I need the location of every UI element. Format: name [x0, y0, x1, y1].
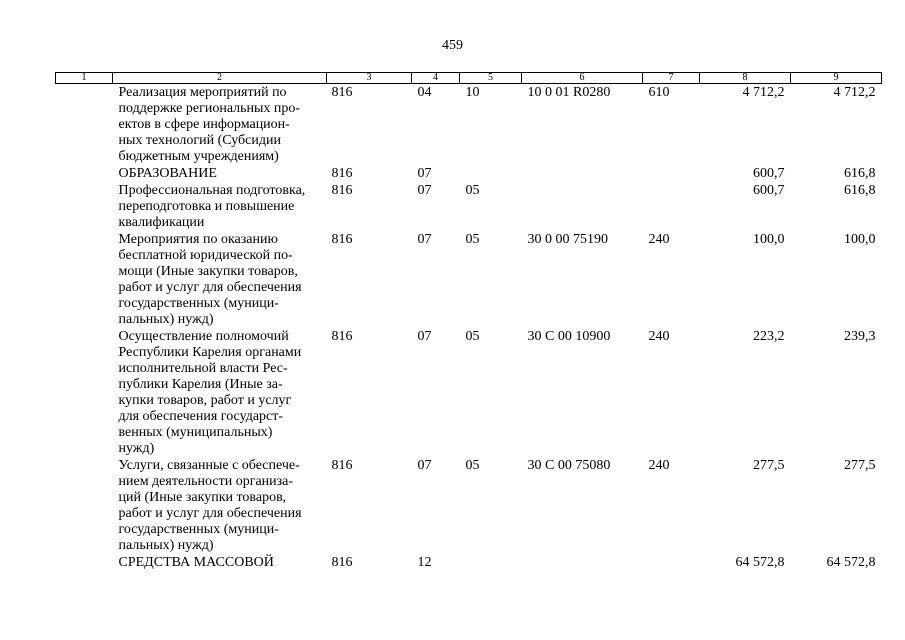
table-row: [56, 231, 882, 328]
cell-target-item: [522, 554, 643, 571]
cell-subsection-code: 10: [465, 85, 480, 100]
cell-target-item: [522, 182, 643, 231]
cell-section-code: 04: [417, 85, 432, 100]
cell-amount-year1: 100,0: [753, 232, 785, 247]
cell-amount-year1: 600,7: [753, 183, 785, 198]
table-row: [56, 165, 882, 182]
description-line: работ и услуг для обеспечения: [118, 506, 302, 521]
description-line: государственных (муници-: [118, 522, 279, 537]
description-line: Услуги, связанные с обеспече-: [118, 458, 300, 473]
cell-amount-year2: 64 572,8: [826, 555, 876, 570]
cell-description: [113, 457, 327, 554]
cell-section-code: 12: [417, 555, 432, 570]
cell-target-item: 30 С 00 10900: [527, 329, 611, 344]
cell-subsection-code: [460, 554, 522, 571]
cell-amount-year2: 616,8: [844, 166, 876, 181]
cell-col1: [56, 328, 113, 457]
cell-expense-type: [643, 182, 700, 231]
cell-section-code: 07: [417, 183, 432, 198]
description-line: Реализация мероприятий по: [118, 85, 287, 100]
description-line: СРЕДСТВА МАССОВОЙ: [118, 555, 274, 570]
cell-target-item: 30 С 00 75080: [527, 458, 611, 473]
cell-amount-year2: 239,3: [844, 329, 876, 344]
cell-subsection-code: 05: [465, 329, 480, 344]
cell-amount-year1: 223,2: [753, 329, 785, 344]
cell-amount-year2: 4 712,2: [833, 85, 876, 100]
cell-amount-year2: 616,8: [844, 183, 876, 198]
cell-department-code: 816: [331, 183, 353, 198]
cell-amount-year1: 64 572,8: [735, 555, 785, 570]
description-line: нужд): [118, 441, 155, 456]
cell-amount-year2: 277,5: [844, 458, 876, 473]
column-header: 9: [791, 73, 882, 84]
cell-expense-type: [643, 165, 700, 182]
cell-description: [113, 554, 327, 571]
column-header: 3: [327, 73, 412, 84]
table-row: [56, 84, 882, 166]
cell-department-code: 816: [331, 232, 353, 247]
column-header: 2: [113, 73, 327, 84]
description-line: поддержке региональных про-: [118, 101, 301, 116]
cell-expense-type: 240: [648, 329, 670, 344]
description-line: нием деятельности организа-: [118, 474, 294, 489]
description-line: ектов в сфере информацион-: [118, 117, 290, 132]
description-line: Республики Карелия органами: [118, 345, 302, 360]
cell-expense-type: 240: [648, 232, 670, 247]
description-line: мощи (Иные закупки товаров,: [118, 264, 298, 279]
cell-section-code: 07: [417, 329, 432, 344]
header-row: [56, 73, 882, 84]
column-header: 4: [412, 73, 460, 84]
cell-target-item: 30 0 00 75190: [527, 232, 608, 247]
description-line: для обеспечения государст-: [118, 409, 284, 424]
cell-amount-year2: 100,0: [844, 232, 876, 247]
column-header: 5: [460, 73, 522, 84]
cell-description: [113, 165, 327, 182]
table-row: [56, 554, 882, 571]
description-line: бесплатной юридической по-: [118, 248, 293, 263]
cell-subsection-code: 05: [465, 232, 480, 247]
description-line: бюджетным учреждениям): [118, 149, 279, 164]
cell-subsection-code: 05: [465, 183, 480, 198]
cell-subsection-code: 05: [465, 458, 480, 473]
table-row: [56, 182, 882, 231]
description-line: государственных (муници-: [118, 296, 279, 311]
cell-col1: [56, 165, 113, 182]
description-line: публики Карелия (Иные за-: [118, 377, 283, 392]
cell-col1: [56, 457, 113, 554]
cell-target-item: [522, 165, 643, 182]
table-row: [56, 328, 882, 457]
description-line: квалификации: [118, 215, 205, 230]
cell-expense-type: 610: [648, 85, 670, 100]
table-row: [56, 457, 882, 554]
column-header: 1: [56, 73, 113, 84]
description-line: пальных) нужд): [118, 312, 214, 327]
cell-col1: [56, 231, 113, 328]
cell-subsection-code: [460, 165, 522, 182]
column-header: 6: [522, 73, 643, 84]
budget-table: [55, 72, 882, 571]
description-line: исполнительной власти Рес-: [118, 361, 288, 376]
cell-col1: [56, 84, 113, 166]
cell-section-code: 07: [417, 232, 432, 247]
cell-department-code: 816: [331, 555, 353, 570]
description-line: переподготовка и повышение: [118, 199, 295, 214]
cell-department-code: 816: [331, 458, 353, 473]
cell-expense-type: [643, 554, 700, 571]
cell-amount-year1: 277,5: [753, 458, 785, 473]
cell-description: [113, 182, 327, 231]
cell-target-item: 10 0 01 R0280: [527, 85, 611, 100]
page-number: 459: [442, 38, 463, 53]
cell-department-code: 816: [331, 85, 353, 100]
description-line: ций (Иные закупки товаров,: [118, 490, 287, 505]
cell-section-code: 07: [417, 458, 432, 473]
column-header: 7: [643, 73, 700, 84]
cell-description: [113, 231, 327, 328]
description-line: купки товаров, работ и услуг: [118, 393, 292, 408]
cell-col1: [56, 182, 113, 231]
column-header: 8: [700, 73, 791, 84]
cell-expense-type: 240: [648, 458, 670, 473]
cell-description: [113, 328, 327, 457]
cell-amount-year1: 600,7: [753, 166, 785, 181]
cell-section-code: 07: [417, 166, 432, 181]
description-line: ных технологий (Субсидии: [118, 133, 281, 148]
description-line: ОБРАЗОВАНИЕ: [118, 166, 217, 181]
description-line: работ и услуг для обеспечения: [118, 280, 302, 295]
cell-department-code: 816: [331, 166, 353, 181]
description-line: Мероприятия по оказанию: [118, 232, 278, 247]
cell-amount-year1: 4 712,2: [742, 85, 785, 100]
cell-description: [113, 84, 327, 166]
description-line: венных (муниципальных): [118, 425, 273, 440]
cell-col1: [56, 554, 113, 571]
description-line: Осуществление полномочий: [118, 329, 289, 344]
description-line: Профессиональная подготовка,: [118, 183, 306, 198]
description-line: пальных) нужд): [118, 538, 214, 553]
cell-department-code: 816: [331, 329, 353, 344]
